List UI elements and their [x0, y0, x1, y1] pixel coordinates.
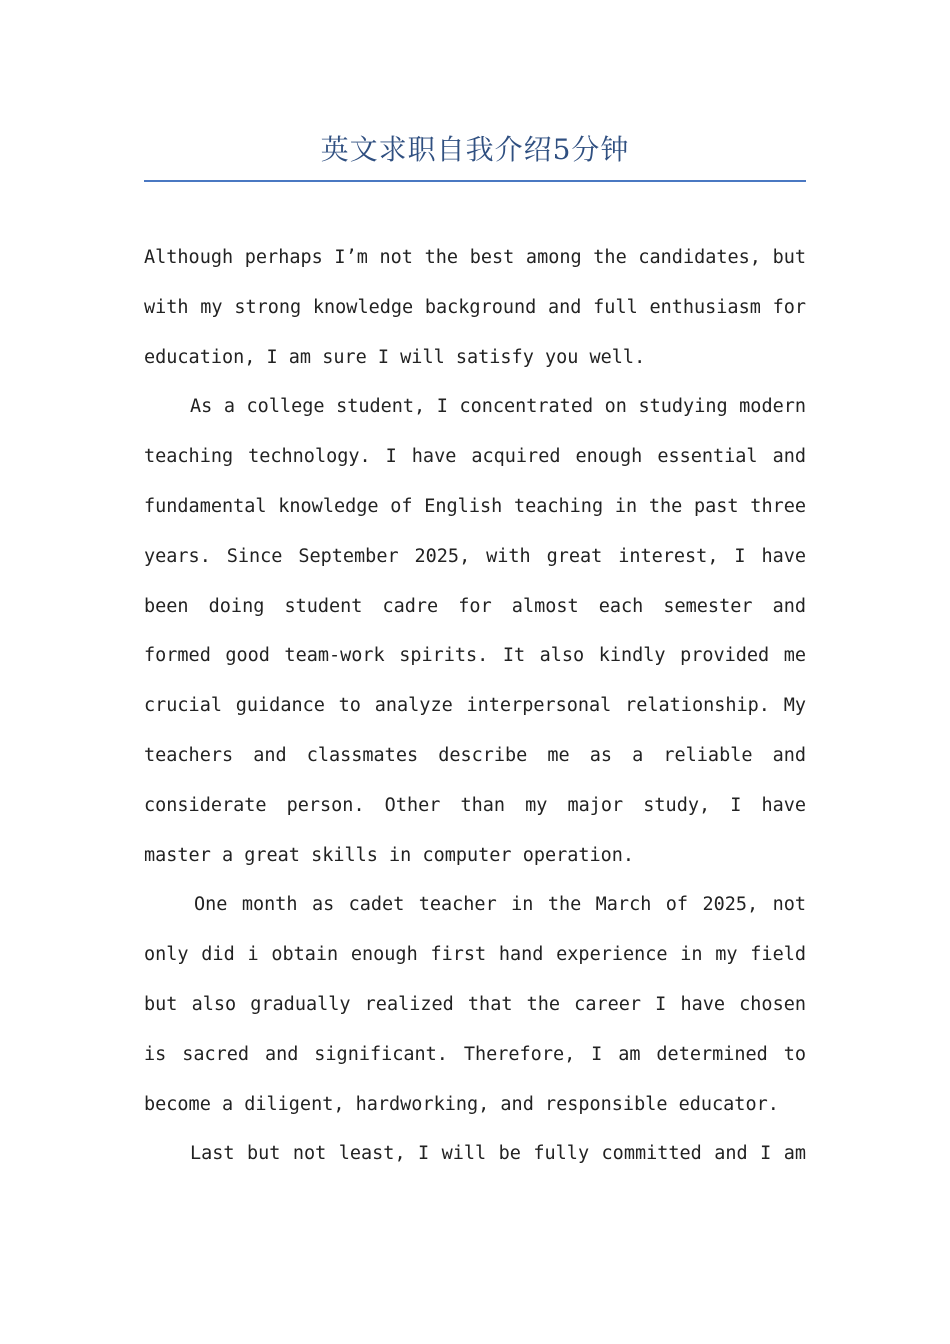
text-line-17: is sacred and significant. Therefore, I am determined to [144, 1043, 806, 1065]
text-line-19: Last but not least, I will be fully committed and I am [190, 1143, 806, 1165]
text-line-14: One month as cadet teacher in the March of 2025, not [194, 894, 806, 916]
text-line-7: years. Since September 2025, with great interest, I have [144, 545, 806, 567]
text-line-5: teaching technology. I have acquired enough essential and [144, 446, 806, 468]
page-title: 英文求职自我介绍5分钟 [320, 133, 630, 166]
body-text [144, 233, 806, 1179]
text-line-18: become a diligent, hardworking, and responsible educator. [144, 1093, 779, 1115]
text-line-6: fundamental knowledge of English teaching in the past three [144, 495, 806, 517]
text-line-11: teachers and classmates describe me as a reliable and [144, 744, 806, 766]
title-underline [144, 128, 806, 182]
text-line-13: master a great skills in computer operation. [144, 844, 635, 866]
text-line-1: Although perhaps I’m not the best among the candidates, but [144, 247, 806, 268]
text-line-2: with my strong knowledge background and full enthusiasm for [144, 296, 806, 318]
text-line-15: only did i obtain enough first hand experience in my field [144, 944, 806, 966]
text-line-10: crucial guidance to analyze interpersonal relationship. My [144, 695, 806, 717]
text-line-16: but also gradually realized that the career I have chosen [144, 993, 806, 1015]
text-line-3: education, I am sure I will satisfy you well. [144, 346, 646, 368]
text-line-12: considerate person. Other than my major study, I have [144, 794, 806, 816]
text-line-9: formed good team-work spirits. It also kindly provided me [144, 645, 806, 667]
text-line-4: As a college student, I concentrated on studying modern [190, 396, 806, 418]
text-line-8: been doing student cadre for almost each semester and [144, 595, 806, 617]
